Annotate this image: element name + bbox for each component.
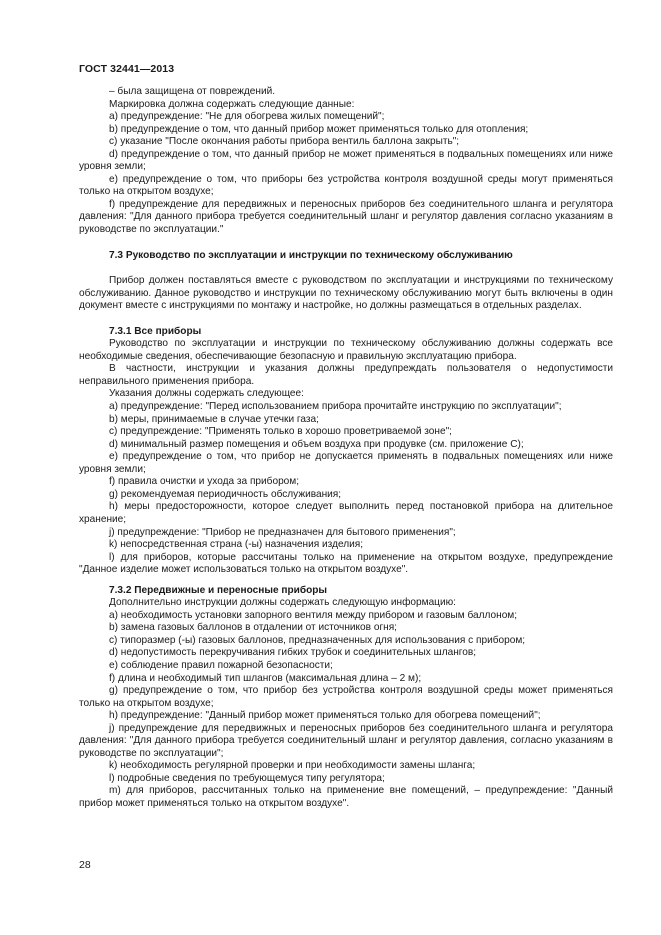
list-item: с) указание "После окончания работы прибора вентиль баллона закрыть";: [109, 136, 460, 148]
list-item: g) предупреждение о том, что прибор без устройства контроля воздушной среды может применяться только на открытом воздухе;: [79, 685, 613, 709]
page-number: 28: [79, 859, 91, 871]
list-item: l) для приборов, которые рассчитаны только на применение на открытом воздухе, предупреждение "Данное изделие может использоваться только на открытом воздухе".: [79, 551, 613, 576]
section-7-3-1: [79, 326, 613, 577]
list-item: m) для приборов, рассчитанных только на применение вне помещений, – предупреждение: "Данный прибор может применяться только на открытом воздухе".: [79, 785, 613, 809]
list-item: h) предупреждение: "Данный прибор может применяться только для обогрева помещений";: [109, 710, 541, 722]
list-item: е) предупреждение о том, что прибор не допускается применять в подвальных помещениях или ниже уровня земли;: [79, 451, 613, 475]
document-header: ГОСТ 32441—2013: [79, 63, 175, 75]
list-item: g) рекомендуемая периодичность обслуживания;: [109, 488, 342, 500]
paragraph: Дополнительно инструкции должны содержать следующую информацию:: [109, 597, 456, 609]
subsection-heading: 7.3.2 Передвижные и переносные приборы: [109, 584, 328, 596]
list-item: k) непосредственная страна (-ы) назначения изделия;: [109, 539, 364, 551]
list-item: с) предупреждение: "Применять только в хорошо проветриваемой зоне";: [109, 426, 452, 438]
list-item: f) предупреждение для передвижных и переносных приборов без соединительного шланга и регулятора давления: "Для данного прибора требуется соединительный шланг и регулятор давления согласно указаниям в руководстве по эксплуатации.": [79, 198, 613, 236]
list-item: е) соблюдение правил пожарной безопасности;: [109, 659, 333, 671]
document-body: [79, 86, 613, 811]
section-7-3-2: [79, 585, 613, 811]
list-item: а) предупреждение: "Перед использованием прибора прочитайте инструкцию по эксплуатации";: [109, 401, 562, 413]
subsection-heading: 7.3.1 Все приборы: [109, 325, 202, 337]
section-heading: 7.3 Руководство по эксплуатации и инструкции по техническому обслуживанию: [109, 249, 513, 261]
list-item: j) предупреждение: "Прибор не предназначен для бытового применения";: [109, 526, 456, 538]
list-item: j) предупреждение для передвижных и переносных приборов без соединительного шланга и регулятора давления: "Для данного прибора требуется соединительный шланг и регулятор давления, согласно указаниям в руководстве по эксплуатации";: [79, 722, 613, 759]
list-item: е) предупреждение о том, что приборы без устройства контроля воздушной среды могут применяться только на открытом воздухе;: [79, 173, 613, 198]
paragraph: Прибор должен поставляться вместе с руководством по эксплуатации и инструкциями по техническому обслуживанию. Данное руководство и инструкции по техническому обслуживанию могут быть включены в один документ вместе с инструкциями по монтажу и настройке, но должны размещаться в отдельных разделах.: [79, 275, 613, 312]
list-item: h) меры предосторожности, которое следует выполнить перед постановкой прибора на длительное хранение;: [79, 501, 613, 525]
list-item: с) типоразмер (-ы) газовых баллонов, предназначенных для использования с прибором;: [109, 634, 526, 646]
section-7-3: [79, 250, 613, 313]
marking-section: [79, 86, 613, 237]
text-line: Маркировка должна содержать следующие данные:: [109, 98, 355, 110]
list-item: b) замена газовых баллонов в отдалении от источников огня;: [109, 622, 397, 634]
list-item: d) недопустимость перекручивания гибких трубок и соединительных шлангов;: [109, 647, 477, 659]
list-item: f) длина и необходимый тип шлангов (максимальная длина – 2 м);: [109, 672, 422, 684]
list-item: d) минимальный размер помещения и объем воздуха при продувке (см. приложение С);: [109, 438, 524, 450]
list-item: а) необходимость установки запорного вентиля между прибором и газовым баллоном;: [109, 609, 518, 621]
list-item: b) предупреждение о том, что данный прибор может применяться только для отопления;: [109, 123, 529, 135]
paragraph: Руководство по эксплуатации и инструкции по техническому обслуживанию должны содержать все необходимые сведения, обеспечивающие безопасную и правильную эксплуатацию прибора.: [79, 338, 613, 362]
list-item: d) предупреждение о том, что данный прибор не может применяться в подвальных помещениях или ниже уровня земли;: [79, 148, 613, 173]
list-item: а) предупреждение: "Не для обогрева жилых помещений";: [109, 111, 385, 123]
list-item: b) меры, принимаемые в случае утечки газа;: [109, 413, 319, 425]
text-line: – была защищена от повреждений.: [109, 86, 276, 97]
list-item: l) подробные сведения по требующемуся типу регулятора;: [109, 772, 385, 784]
list-item: f) правила очистки и ухода за прибором;: [109, 476, 300, 488]
list-item: k) необходимость регулярной проверки и при необходимости замены шланга;: [109, 760, 476, 772]
paragraph: В частности, инструкции и указания должны предупреждать пользователя о недопустимости неправильного применения прибора.: [79, 363, 613, 387]
paragraph: Указания должны содержать следующее:: [109, 388, 304, 400]
